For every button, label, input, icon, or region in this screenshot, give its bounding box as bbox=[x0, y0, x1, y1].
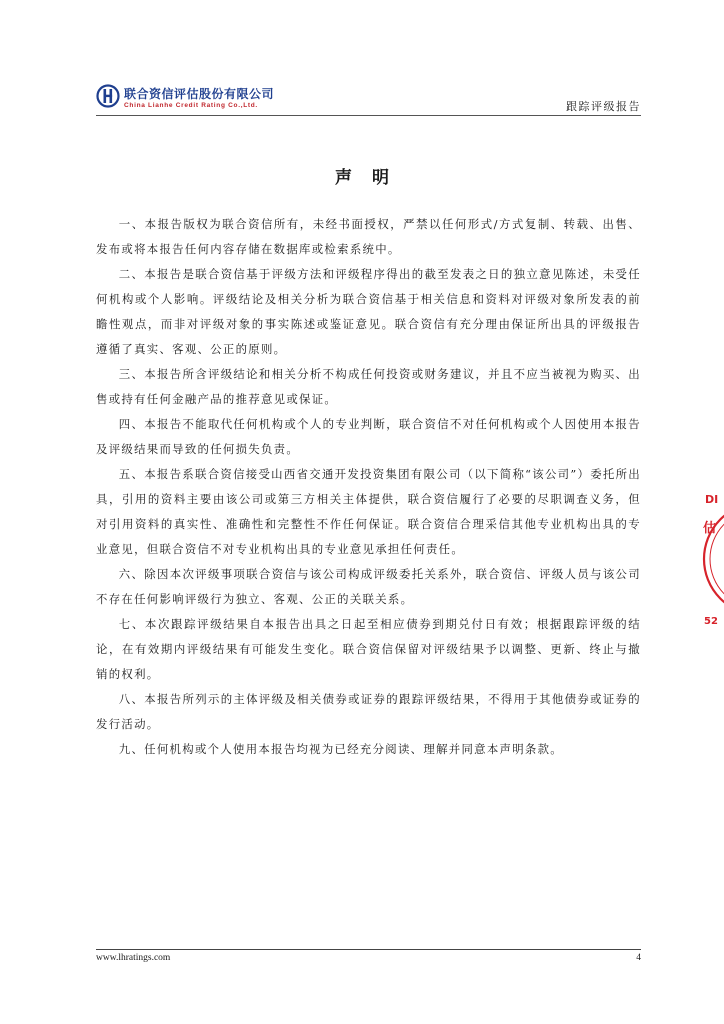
company-name-en: China Lianhe Credit Rating Co.,Ltd. bbox=[124, 102, 258, 109]
statement-body bbox=[96, 212, 641, 762]
svg-text:52: 52 bbox=[704, 616, 718, 627]
seal-star-icon bbox=[702, 488, 724, 630]
paragraph-5: 五、本报告系联合资信接受山西省交通开发投资集团有限公司（以下简称“该公司”）委托所出具，引用的资料主要由该公司或第三方相关主体提供，联合资信履行了必要的尽职调查义务，但对引用资料的真实性、准确性和完整性不作任何保证。联合资信合理采信其他专业机构出具的专业意见，但联合资信不对专业机构出具的专业意见承担任何责任。 bbox=[96, 467, 641, 556]
report-type-label: 跟踪评级报告 bbox=[566, 100, 641, 113]
paragraph-2: 二、本报告是联合资信基于评级方法和评级程序得出的截至发表之日的独立意见陈述，未受任何机构或个人影响。评级结论及相关分析为联合资信基于相关信息和资料对评级对象所发表的前瞻性观点，而非对评级对象的事实陈述或鉴证意见。联合资信有充分理由保证所出具的评级报告遵循了真实、客观、公正的原则。 bbox=[96, 267, 641, 356]
paragraph-8: 八、本报告所列示的主体评级及相关债券或证券的跟踪评级结果，不得用于其他债券或证券的发行活动。 bbox=[96, 692, 641, 731]
svg-text:估: 估 bbox=[703, 521, 717, 536]
company-logo-icon bbox=[96, 82, 120, 110]
page-title: 声明 bbox=[335, 168, 409, 188]
header-divider bbox=[96, 115, 641, 116]
paragraph-7: 七、本次跟踪评级结果自本报告出具之日起至相应债券到期兑付日有效；根据跟踪评级的结论，在有效期内评级结果有可能发生变化。联合资信保留对评级结果予以调整、更新、终止与撤销的权利。 bbox=[96, 617, 641, 681]
official-seal bbox=[702, 488, 724, 630]
company-name-cn: 联合资信评估股份有限公司 bbox=[124, 87, 275, 101]
paragraph-1: 一、本报告版权为联合资信所有，未经书面授权，严禁以任何形式/方式复制、转载、出售、发布或将本报告任何内容存储在数据库或检索系统中。 bbox=[96, 217, 641, 256]
paragraph-4: 四、本报告不能取代任何机构或个人的专业判断，联合资信不对任何机构或个人因使用本报告及评级结果而导致的任何损失负责。 bbox=[96, 417, 641, 456]
page-number: 4 bbox=[636, 953, 641, 963]
footer-divider bbox=[96, 949, 641, 950]
paragraph-9: 九、任何机构或个人使用本报告均视为已经充分阅读、理解并同意本声明条款。 bbox=[118, 742, 563, 756]
page-header bbox=[96, 80, 641, 120]
svg-text:DI: DI bbox=[705, 493, 719, 506]
paragraph-3: 三、本报告所含评级结论和相关分析不构成任何投资或财务建议，并且不应当被视为购买、出售或持有任何金融产品的推荐意见或保证。 bbox=[96, 367, 641, 406]
paragraph-6: 六、除因本次评级事项联合资信与该公司构成评级委托关系外，联合资信、评级人员与该公司不存在任何影响评级行为独立、客观、公正的关联关系。 bbox=[96, 567, 641, 606]
footer-website: www.lhratings.com bbox=[96, 953, 171, 963]
